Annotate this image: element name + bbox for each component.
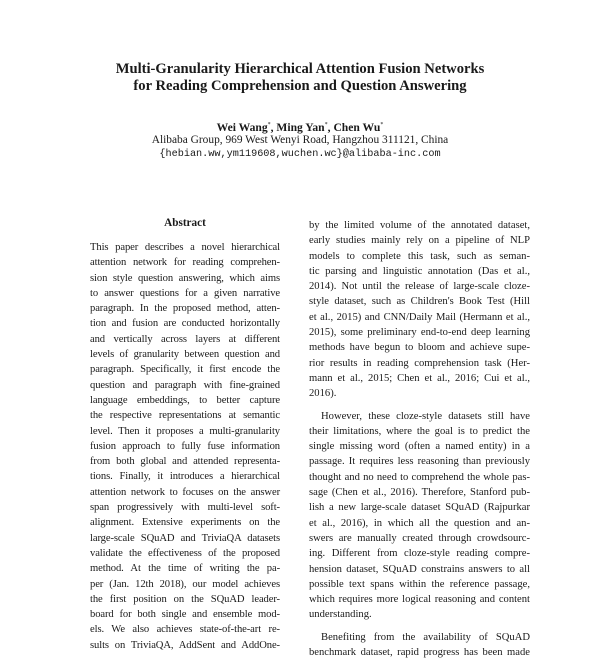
text-line: sage (Chen et al., 2016). Therefore, Stanford pub- <box>309 487 530 499</box>
text-line: levels of granularity between question and <box>90 349 280 361</box>
text-line: rior results in reading comprehension task (Her- <box>309 357 530 369</box>
text-line: thought and no need to comprehend the whole pas- <box>309 471 530 483</box>
abstract-heading: Abstract <box>164 217 206 229</box>
text-line: 2016). <box>309 388 337 400</box>
author-emails: {hebian.ww,ym119608,wuchen.wc}@alibaba-inc.com <box>159 149 441 160</box>
text-line: tions. Finally, it introduces a hierarchical <box>90 471 280 483</box>
text-line: fusion approach to fully fuse information <box>90 440 280 452</box>
text-line: from both global and attended representa- <box>90 456 280 468</box>
text-line: to answer questions for a given narrative <box>90 287 280 299</box>
text-line: the respective representations at semantic <box>90 410 280 422</box>
text-line: method. At the time of writing the pa- <box>90 563 280 575</box>
text-line: paragraph. Specifically, it first encode the <box>90 364 280 376</box>
text-line: by the limited volume of the annotated dataset, <box>309 220 530 231</box>
text-line: ing. Different from cloze-style reading compre- <box>309 548 530 560</box>
text-line: the first position on the SQuAD leader- <box>90 593 280 605</box>
author-separator: , <box>327 120 334 134</box>
text-line: their limitations, where the goal is to predict the <box>309 425 530 437</box>
text-line: swers are manually created through crowdsourc- <box>309 532 530 544</box>
text-line: However, these cloze-style datasets still have <box>321 410 530 422</box>
text-line: level. Then it proposes a multi-granularity <box>90 425 280 437</box>
paragraph-gap <box>309 402 530 409</box>
text-line: sults on TriviaQA, AddSent and AddOne- <box>90 639 280 651</box>
author-name: Chen Wu <box>333 120 381 134</box>
text-line: possible text spans within the reference passage, <box>309 578 530 590</box>
text-line: benchmark dataset, rapid progress has been made <box>309 647 530 659</box>
introduction-body <box>309 218 530 660</box>
text-line: question and paragraph with fine-grained <box>90 379 280 391</box>
text-line: language embeddings, to better capture <box>90 394 280 406</box>
affiliation: Alibaba Group, 969 West Wenyi Road, Hangzhou 311121, China <box>151 134 449 146</box>
author-mark: * <box>267 122 271 128</box>
author-name: Wei Wang <box>216 120 268 134</box>
text-line: sion style question answering, which aims <box>90 272 280 284</box>
paper-title-line-1: Multi-Granularity Hierarchical Attention Fusion Networks <box>115 61 485 77</box>
text-line: els. We also achieves state-of-the-art re- <box>90 624 280 636</box>
text-line: style dataset, such as Children's Book Test (Hill <box>309 296 530 308</box>
text-line: attention network for reading comprehen- <box>90 257 280 269</box>
author-mark: * <box>380 122 384 128</box>
text-line: which requires more logical reasoning and content <box>309 594 530 606</box>
text-line: models to complete this task, such as seman- <box>309 250 530 262</box>
text-line: understanding. <box>309 609 372 621</box>
text-line: validate the effectiveness of the proposed <box>90 547 280 559</box>
text-line: attention network to focuses on the answer <box>90 486 280 498</box>
author-name: Ming Yan <box>276 120 325 134</box>
text-line: single missing word (often a named entity) in a <box>309 441 530 453</box>
text-line: hension dataset, SQuAD constrains answers to all <box>309 563 530 575</box>
text-line: et al., 2015) and CNN/Daily Mail (Hermann et al., <box>309 311 530 323</box>
text-line: paragraph. In the proposed method, atten- <box>90 303 280 315</box>
text-line: tion and fusion are conducted horizontally <box>90 318 280 330</box>
text-line: methods have begun to bloom and achieve supe- <box>309 342 530 354</box>
text-line: 2015), some preliminary end-to-end deep learning <box>309 327 530 339</box>
text-line: et al., 2016), in which all the question and an- <box>309 517 530 529</box>
text-line: board for both single and ensemble mod- <box>90 609 280 621</box>
text-line: 2014). Not until the release of large-scale cloze- <box>309 281 530 293</box>
text-line: tic parsing and linguistic annotation (Das et al., <box>309 265 530 277</box>
text-line: large-scale SQuAD and TriviaQA datasets <box>90 532 280 544</box>
text-line: Benefiting from the availability of SQuAD <box>321 631 530 643</box>
author-mark: * <box>324 122 328 128</box>
paragraph-gap <box>309 623 530 630</box>
author-separator: , <box>270 120 277 134</box>
text-line: span progressively with multi-level soft- <box>90 502 280 514</box>
text-line: alignment. Extensive experiments on the <box>90 517 280 529</box>
text-line: passage. It requires less reasoning than previously <box>309 456 530 468</box>
abstract-body <box>90 240 280 653</box>
text-line: lish a new large-scale dataset SQuAD (Rajpurkar <box>309 502 530 514</box>
paper-title-line-2: for Reading Comprehension and Question Answering <box>133 78 467 94</box>
text-line: per (Jan. 12th 2018), our model achieves <box>90 578 280 590</box>
text-line: early studies mainly rely on a pipeline of NLP <box>309 235 530 247</box>
text-line: This paper describes a novel hierarchical <box>90 242 280 253</box>
text-line: mann et al., 2015; Chen et al., 2016; Cui et al., <box>309 372 530 384</box>
text-line: and vertically across layers at different <box>90 333 280 345</box>
